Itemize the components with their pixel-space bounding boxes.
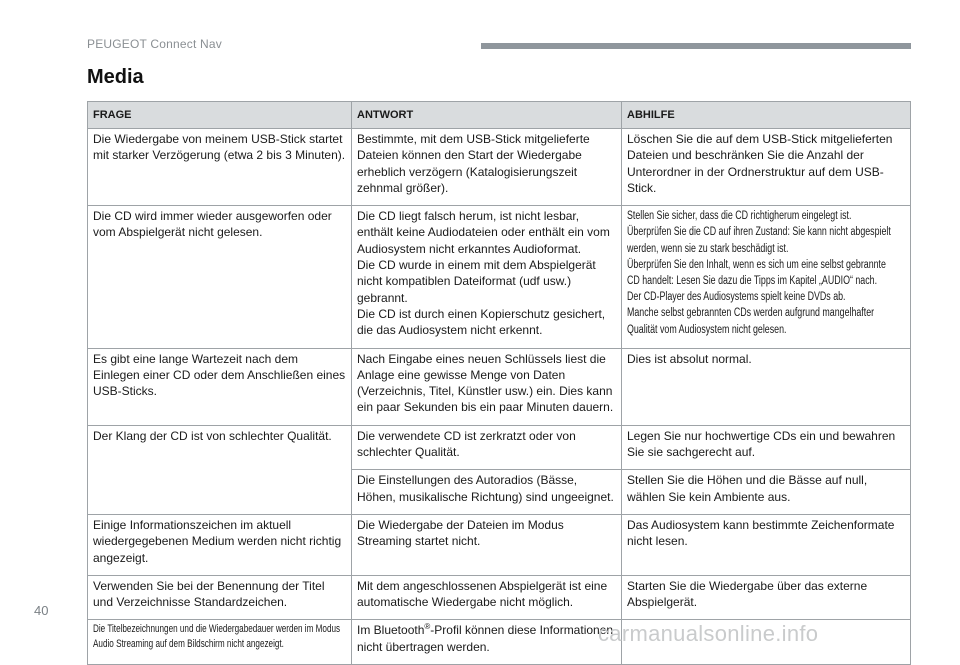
answer-cell — [352, 425, 622, 470]
question-text: Einige Informationszeichen im aktuell wiedergegebenen Medium werden nicht richtig angezeigt. — [93, 517, 342, 565]
remedy-line: Manche selbst gebrannten CDs werden aufgrund mangelhafter Qualität vom Audiosystem nicht gelesen. — [627, 307, 875, 336]
answer-text-pre: Im Bluetooth — [357, 623, 425, 638]
answer-cell — [352, 575, 622, 620]
table-row — [88, 206, 911, 348]
registered-mark: ® — [424, 622, 431, 632]
question-cell — [88, 620, 352, 665]
answer-text: Mit dem angeschlossenen Abspielgerät ist eine automatische Wiedergabe nicht möglich. — [357, 578, 608, 610]
watermark: carmanualsonline.info — [598, 621, 819, 646]
remedy-cell — [622, 470, 911, 515]
question-cell — [88, 514, 352, 575]
column-header-remedy: ABHILFE — [622, 102, 911, 129]
remedy-text: Starten Sie die Wiedergabe über das externe Abspielgerät. — [627, 578, 868, 610]
question-text: Es gibt eine lange Wartezeit nach dem Einlegen einer CD oder dem Anschließen eines USB-Sticks. — [93, 351, 346, 399]
question-cell — [88, 129, 352, 206]
table-row — [88, 129, 911, 206]
table-row — [88, 348, 911, 425]
answer-cell — [352, 348, 622, 425]
remedy-cell — [622, 348, 911, 425]
question-text: Die CD wird immer wieder ausgeworfen oder vom Abspielgerät nicht gelesen. — [93, 209, 332, 240]
question-cell — [88, 348, 352, 425]
header-brand: PEUGEOT Connect Nav — [87, 37, 222, 51]
remedy-cell — [622, 425, 911, 470]
question-text: Die Titelbezeichnungen und die Wiedergabedauer werden im Modus Audio Streaming auf dem Bildschirm nicht angezeigt. — [93, 623, 341, 650]
question-cell — [88, 575, 352, 620]
answer-text — [357, 622, 616, 661]
table-row — [88, 514, 911, 575]
remedy-text: Das Audiosystem kann bestimmte Zeichenformate nicht lesen. — [627, 517, 895, 549]
table-header-row — [88, 102, 911, 129]
answer-line: Die CD ist durch einen Kopierschutz gesichert, die das Audiosystem nicht erkennt. — [357, 306, 606, 338]
answer-cell — [352, 620, 622, 665]
answer-cell — [352, 206, 622, 348]
answer-text: Bestimmte, mit dem USB-Stick mitgelieferte Dateien können den Start der Wiedergabe erheblich verzögern (Katalogisierungszeit zehnmal größer). — [357, 132, 590, 195]
answer-text: Nach Eingabe eines neuen Schlüssels liest die Anlage eine gewisse Menge von Daten (Verzeichnis, Titel, Künstler usw.) ein. Dies kann ein paar Sekunden bis ein paar Minuten dauern. — [357, 351, 614, 415]
remedy-condensed-block — [627, 208, 901, 338]
faq-table — [87, 101, 911, 665]
remedy-cell — [622, 129, 911, 206]
answer-text: Die Einstellungen des Autoradios (Bässe, Höhen, musikalische Richtung) sind ungeeignet. — [357, 473, 614, 504]
table-row — [88, 575, 911, 620]
column-header-question: FRAGE — [88, 102, 352, 129]
answer-text: Die verwendete CD ist zerkratzt oder von schlechter Qualität. — [357, 428, 576, 460]
table-row — [88, 425, 911, 470]
question-cell — [88, 206, 352, 348]
answer-cell — [352, 514, 622, 575]
remedy-line: Überprüfen Sie den Inhalt, wenn es sich um eine selbst gebrannte CD handelt: Lesen Sie dazu die Tipps im Kapitel „AUDIO“ nach. — [627, 258, 886, 287]
remedy-line: Der CD-Player des Audiosystems spielt keine DVDs ab. — [627, 291, 846, 304]
answer-cell — [352, 129, 622, 206]
remedy-text: Stellen Sie die Höhen und die Bässe auf null, wählen Sie kein Ambiente aus. — [627, 473, 868, 504]
remedy-line: Stellen Sie sicher, dass die CD richtigherum eingelegt ist. — [627, 210, 852, 223]
answer-line: Die CD wurde in einem mit dem Abspielgerät nicht kompatiblen Dateiformat (udf usw.) gebrannt. — [357, 258, 596, 305]
remedy-cell — [622, 206, 911, 348]
answer-line: Die CD liegt falsch herum, ist nicht lesbar, enthält keine Audiodateien oder enthält ein vom Audiosystem nicht erkanntes Audioformat. — [357, 209, 610, 256]
page-title: Media — [87, 66, 144, 88]
question-condensed-block — [93, 622, 342, 651]
remedy-cell — [622, 514, 911, 575]
page-number: 40 — [34, 603, 49, 618]
column-header-answer: ANTWORT — [352, 102, 622, 129]
question-text: Der Klang der CD ist von schlechter Qualität. — [93, 428, 332, 443]
remedy-text: Legen Sie nur hochwertige CDs ein und bewahren Sie sie sachgerecht auf. — [627, 428, 896, 460]
header-bar — [481, 43, 911, 49]
remedy-line: Überprüfen Sie die CD auf ihren Zustand: Sie kann nicht abgespielt werden, wenn sie zu stark beschädigt ist. — [627, 226, 891, 255]
answer-text-post: -Profil können diese Informationen nicht übertragen werden. — [357, 623, 614, 654]
remedy-text: Löschen Sie die auf dem USB-Stick mitgelieferten Dateien und beschränken Sie die Anzahl der Unterordner in der Ordnerstruktur auf dem USB-Stick. — [627, 132, 893, 195]
question-cell — [88, 425, 352, 514]
remedy-text: Dies ist absolut normal. — [627, 351, 752, 366]
answer-text: Die Wiedergabe der Dateien im Modus Streaming startet nicht. — [357, 517, 564, 549]
question-text: Die Wiedergabe von meinem USB-Stick startet mit starker Verzögerung (etwa 2 bis 3 Minuten). — [93, 132, 346, 163]
question-text: Verwenden Sie bei der Benennung der Titel und Verzeichnisse Standardzeichen. — [93, 578, 325, 610]
answer-cell — [352, 470, 622, 515]
remedy-cell — [622, 575, 911, 620]
